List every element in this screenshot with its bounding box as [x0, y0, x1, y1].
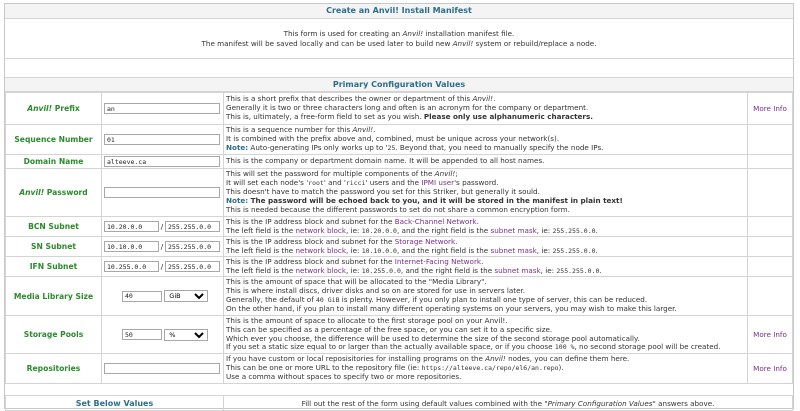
domain-label: Domain Name: [6, 155, 102, 169]
manifest-form: [4, 3, 794, 409]
row-set-below-values: [6, 396, 793, 411]
repositories-label: Repositories: [6, 354, 102, 384]
media-description: This is the amount of space that will be allocated to the "Media Library". This is where install discs, driver disks and so on are stored for use in servers later. Generally, the default of 40 GiB is plenty. However, if you only plan to install one type of server, this can be reduced. On the other hand, if you plan to install many different operating systems on your servers, you may wish to make this larger.: [224, 277, 748, 316]
password-description: This will set the password for multiple components of the Anvil!; It will set each node's 'root' and 'ricci' users and the IPMI user's password. This doesn't have to match the password you set for this Striker, but generally it sould. Note: The password will be echoed back to you, and it will be stored in the manifest in plain text! This is needed because the different passwords to set do not share a common encryption form.: [224, 169, 748, 217]
repositories-more-info-link[interactable]: More Info: [753, 364, 787, 373]
row-ifn-subnet: IFN Subnet 10.255.0.0 /255.255.0.0 This is the IP address block and subnet for the Internet-Facing Network. The left field is the network block, ie: 10.255.0.0, and the right field is the subnet mask, ie: 255.255.0.0.: [6, 257, 793, 277]
password-input[interactable]: [104, 187, 220, 198]
ifn-mask-input[interactable]: [165, 261, 220, 272]
ifn-link[interactable]: Internet-Facing Network: [394, 256, 482, 266]
sequence-label: Sequence Number: [6, 125, 102, 155]
set-below-values-description: Fill out the rest of the form using default values combined with the "Primary Configuration Values" answers above.: [224, 396, 793, 411]
page-title: Create an Anvil! Install Manifest: [5, 4, 793, 19]
section-title: Primary Configuration Values: [5, 78, 793, 92]
set-below-values-button[interactable]: Set Below Values: [75, 398, 154, 408]
sequence-input[interactable]: [104, 134, 220, 145]
row-prefix: [6, 93, 793, 125]
ifn-subnet-label: IFN Subnet: [6, 257, 102, 277]
row-media-library: [6, 277, 793, 316]
storage-pools-label: Storage Pools: [6, 316, 102, 354]
sn-link[interactable]: Storage Network: [394, 236, 456, 246]
storage-description: This is the amount of space to allocate to the first storage pool on your Anvil!. This can be specified as a percentage of the free space, or you can set it to a specific size. Which ever you choose, the difference will be used to determine the size of the second storage pool automatically. If you set a static size equal to or larger than the actually available space, or if you choose 100 %, no second storage pool will be created.: [224, 316, 748, 354]
password-label: Anvil! Password: [6, 169, 102, 217]
media-size-input[interactable]: [122, 291, 162, 302]
row-bcn-subnet: BCN Subnet 10.20.0.0 /255.255.0.0 This is the IP address block and subnet for the Back-Channel Network. The left field is the network block, ie: 10.20.0.0, and the right field is the subnet mask, ie: 255.255.0.0.: [6, 217, 793, 237]
domain-description: This is the company or department domain name. It will be appended to all host names.: [224, 155, 748, 169]
row-gap: [6, 384, 793, 396]
row-storage-pools: [6, 316, 793, 354]
media-library-label: Media Library Size: [6, 277, 102, 316]
domain-input[interactable]: [104, 156, 220, 167]
prefix-label: Anvil! Prefix: [6, 93, 102, 125]
bcn-mask-input[interactable]: [165, 221, 220, 232]
bcn-description: This is the IP address block and subnet for the Back-Channel Network. The left field is the network block, ie: 10.20.0.0, and the right field is the subnet mask, ie: 255.255.0.0.: [224, 217, 748, 237]
storage-size-input[interactable]: [122, 329, 162, 340]
row-repositories: [6, 354, 793, 384]
intro-text: [5, 19, 793, 59]
config-table: [5, 92, 793, 411]
intro-line-2: The manifest will be saved locally and can be used later to build new Anvil! system or rebuild/replace a node.: [201, 39, 597, 48]
ifn-description: This is the IP address block and subnet for the Internet-Facing Network. The left field is the network block, ie: 10.255.0.0, and the right field is the subnet mask, ie: 255.255.0.0.: [224, 257, 748, 277]
sn-network-input[interactable]: [104, 241, 159, 252]
bcn-network-input[interactable]: [104, 221, 159, 232]
row-sn-subnet: SN Subnet 10.10.0.0 /255.255.0.0 This is the IP address block and subnet for the Storage Network. The left field is the network block, ie: 10.10.0.0, and the right field is the subnet mask, ie: 255.255.0.0.: [6, 237, 793, 257]
sn-subnet-label: SN Subnet: [6, 237, 102, 257]
media-unit-select[interactable]: [164, 290, 208, 302]
repositories-description: If you have custom or local reposisitories for installing programs on the Anvil! nodes, you can define them here. This can be one or more URL to the repository file (ie: https://alteeve.ca/repo/el6/an.repo). Use a comma without spaces to specify two or more repositories.: [224, 354, 748, 384]
prefix-description: This is a short prefix that describes the owner or department of this Anvil!. Generally it is two or three characters long and often is an acronym for the company or department. This is, ultimately, a free-form field to set as you wish. Please only use alphanumeric characters.: [224, 93, 748, 125]
bcn-subnet-label: BCN Subnet: [6, 217, 102, 237]
prefix-input[interactable]: [104, 103, 220, 114]
sn-mask-input[interactable]: [165, 241, 220, 252]
row-domain: [6, 155, 793, 169]
intro-line-1: This form is used for creating an Anvil! installation manifest file.: [283, 29, 515, 38]
storage-more-info-link[interactable]: More Info: [753, 330, 787, 339]
ipmi-user-link[interactable]: IPMI user: [421, 178, 455, 188]
storage-unit-select[interactable]: [164, 329, 208, 341]
ifn-network-input[interactable]: [104, 261, 159, 272]
sequence-description: This is a sequence number for this Anvil!. It is combined with the prefix above and, combined, must be unique across your network(s). Note: Auto-generating IPs only works up to '25. Beyond that, you need to manually specify the node IPs.: [224, 125, 748, 155]
sn-description: This is the IP address block and subnet for the Storage Network. The left field is the network block, ie: 10.10.0.0, and the right field is the subnet mask, ie: 255.255.0.0.: [224, 237, 748, 257]
section-spacer: [5, 59, 793, 78]
row-sequence: [6, 125, 793, 155]
repositories-input[interactable]: [104, 363, 220, 374]
prefix-more-info-link[interactable]: More Info: [753, 104, 787, 113]
bcn-link[interactable]: Back-Channel Network: [394, 216, 477, 226]
row-password: [6, 169, 793, 217]
